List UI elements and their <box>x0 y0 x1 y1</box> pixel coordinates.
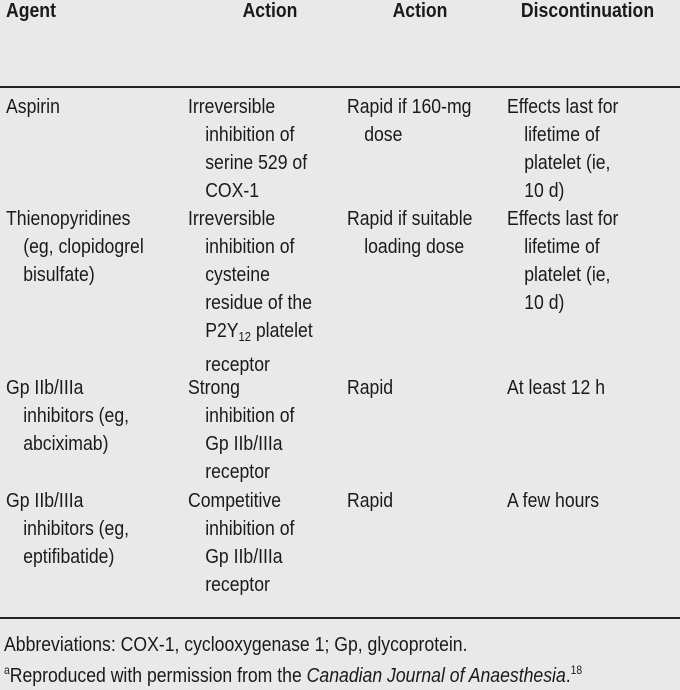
header-disappearance-line: Discontinuation <box>520 0 655 22</box>
cell-line: eptifibatide) <box>23 545 115 568</box>
cell-line: Gp IIb/IIIa <box>205 545 283 568</box>
cell-onset <box>347 374 393 402</box>
cell-line: 10 d) <box>524 291 565 314</box>
cell-line: Gp IIb/IIIa <box>6 489 84 512</box>
cell-line: lifetime of <box>524 123 600 146</box>
cell-line: Effects last for <box>507 95 619 118</box>
cell-line: dose <box>364 123 403 146</box>
receptor-qualifier: platelet <box>255 319 313 342</box>
cell-agent <box>6 374 129 458</box>
header-onset <box>356 0 485 78</box>
receptor-subscript: 12 <box>238 329 251 344</box>
cell-agent <box>6 487 129 571</box>
cell-line: (eg, clopidogrel <box>23 235 144 258</box>
cell-line: cysteine <box>205 263 270 286</box>
cell-line: receptor <box>205 353 270 376</box>
cell-line: A few hours <box>507 489 600 512</box>
table-header <box>0 0 680 88</box>
cell-line: Gp IIb/IIIa <box>205 432 283 455</box>
cell-line: platelet (ie, <box>524 263 611 286</box>
table-bottom-rule <box>0 617 680 619</box>
cell-line: At least 12 h <box>507 376 606 399</box>
cell-onset <box>347 205 472 261</box>
cell-mode <box>188 487 294 599</box>
cell-line: Rapid <box>347 489 394 512</box>
cell-line: Strong <box>188 376 240 399</box>
cell-line: loading dose <box>364 235 465 258</box>
cell-line: inhibition of <box>205 517 295 540</box>
header-disappearance <box>508 0 667 78</box>
cell-line: inhibitors (eg, <box>23 404 130 427</box>
footnote-marker: a <box>4 663 10 677</box>
cell-line: lifetime of <box>524 235 600 258</box>
cell-disappearance <box>507 487 599 515</box>
cell-agent <box>6 205 144 289</box>
cell-line: Gp IIb/IIIa <box>6 376 84 399</box>
source-footnote <box>4 656 582 690</box>
cell-mode <box>188 93 307 205</box>
header-mode <box>201 0 339 78</box>
cell-mode <box>188 205 313 379</box>
cell-line: Irreversible <box>188 207 276 230</box>
cell-line: bisulfate) <box>23 263 95 286</box>
cell-disappearance <box>507 93 618 205</box>
cell-line: 10 d) <box>524 179 565 202</box>
cell-line: serine 529 of <box>205 151 308 174</box>
cell-line: Irreversible <box>188 95 276 118</box>
cell-line: inhibitors (eg, <box>23 517 130 540</box>
cell-line: inhibition of <box>205 235 295 258</box>
cell-disappearance <box>507 205 618 317</box>
header-agent <box>6 0 102 78</box>
reference-number: 18 <box>570 663 583 677</box>
footnote-suffix: . <box>565 664 571 687</box>
cell-line: Aspirin <box>6 95 60 118</box>
cell-disappearance <box>507 374 605 402</box>
cell-agent <box>6 93 60 121</box>
abbreviations-footnote: Abbreviations: COX-1, cyclooxygenase 1; Gp, glycoprotein. <box>4 633 468 656</box>
cell-line: Rapid if 160-mg <box>347 95 472 118</box>
footnote-prefix: Reproduced with permission from the <box>9 664 307 687</box>
cell-line <box>188 317 313 351</box>
cell-line: Rapid <box>347 376 394 399</box>
header-mode-line: Action <box>242 0 298 22</box>
header-onset-line: Action <box>392 0 448 22</box>
cell-line: receptor <box>205 460 270 483</box>
cell-line: Thienopyridines <box>6 207 131 230</box>
cell-line: inhibition of <box>205 123 295 146</box>
cell-line: inhibition of <box>205 404 295 427</box>
cell-line: Rapid if suitable <box>347 207 473 230</box>
cell-line: receptor <box>205 573 270 596</box>
cell-line: residue of the <box>205 291 313 314</box>
cell-line: platelet (ie, <box>524 151 611 174</box>
cell-line: abciximab) <box>23 432 109 455</box>
cell-onset <box>347 93 471 149</box>
cell-onset <box>347 487 393 515</box>
cell-mode <box>188 374 294 486</box>
receptor-name: P2Y <box>205 319 239 342</box>
cell-line: COX-1 <box>205 179 260 202</box>
header-agent-line: Agent <box>6 0 56 22</box>
cell-line: Effects last for <box>507 207 619 230</box>
journal-name: Canadian Journal of Anaesthesia <box>306 664 566 687</box>
cell-line: Competitive <box>188 489 282 512</box>
